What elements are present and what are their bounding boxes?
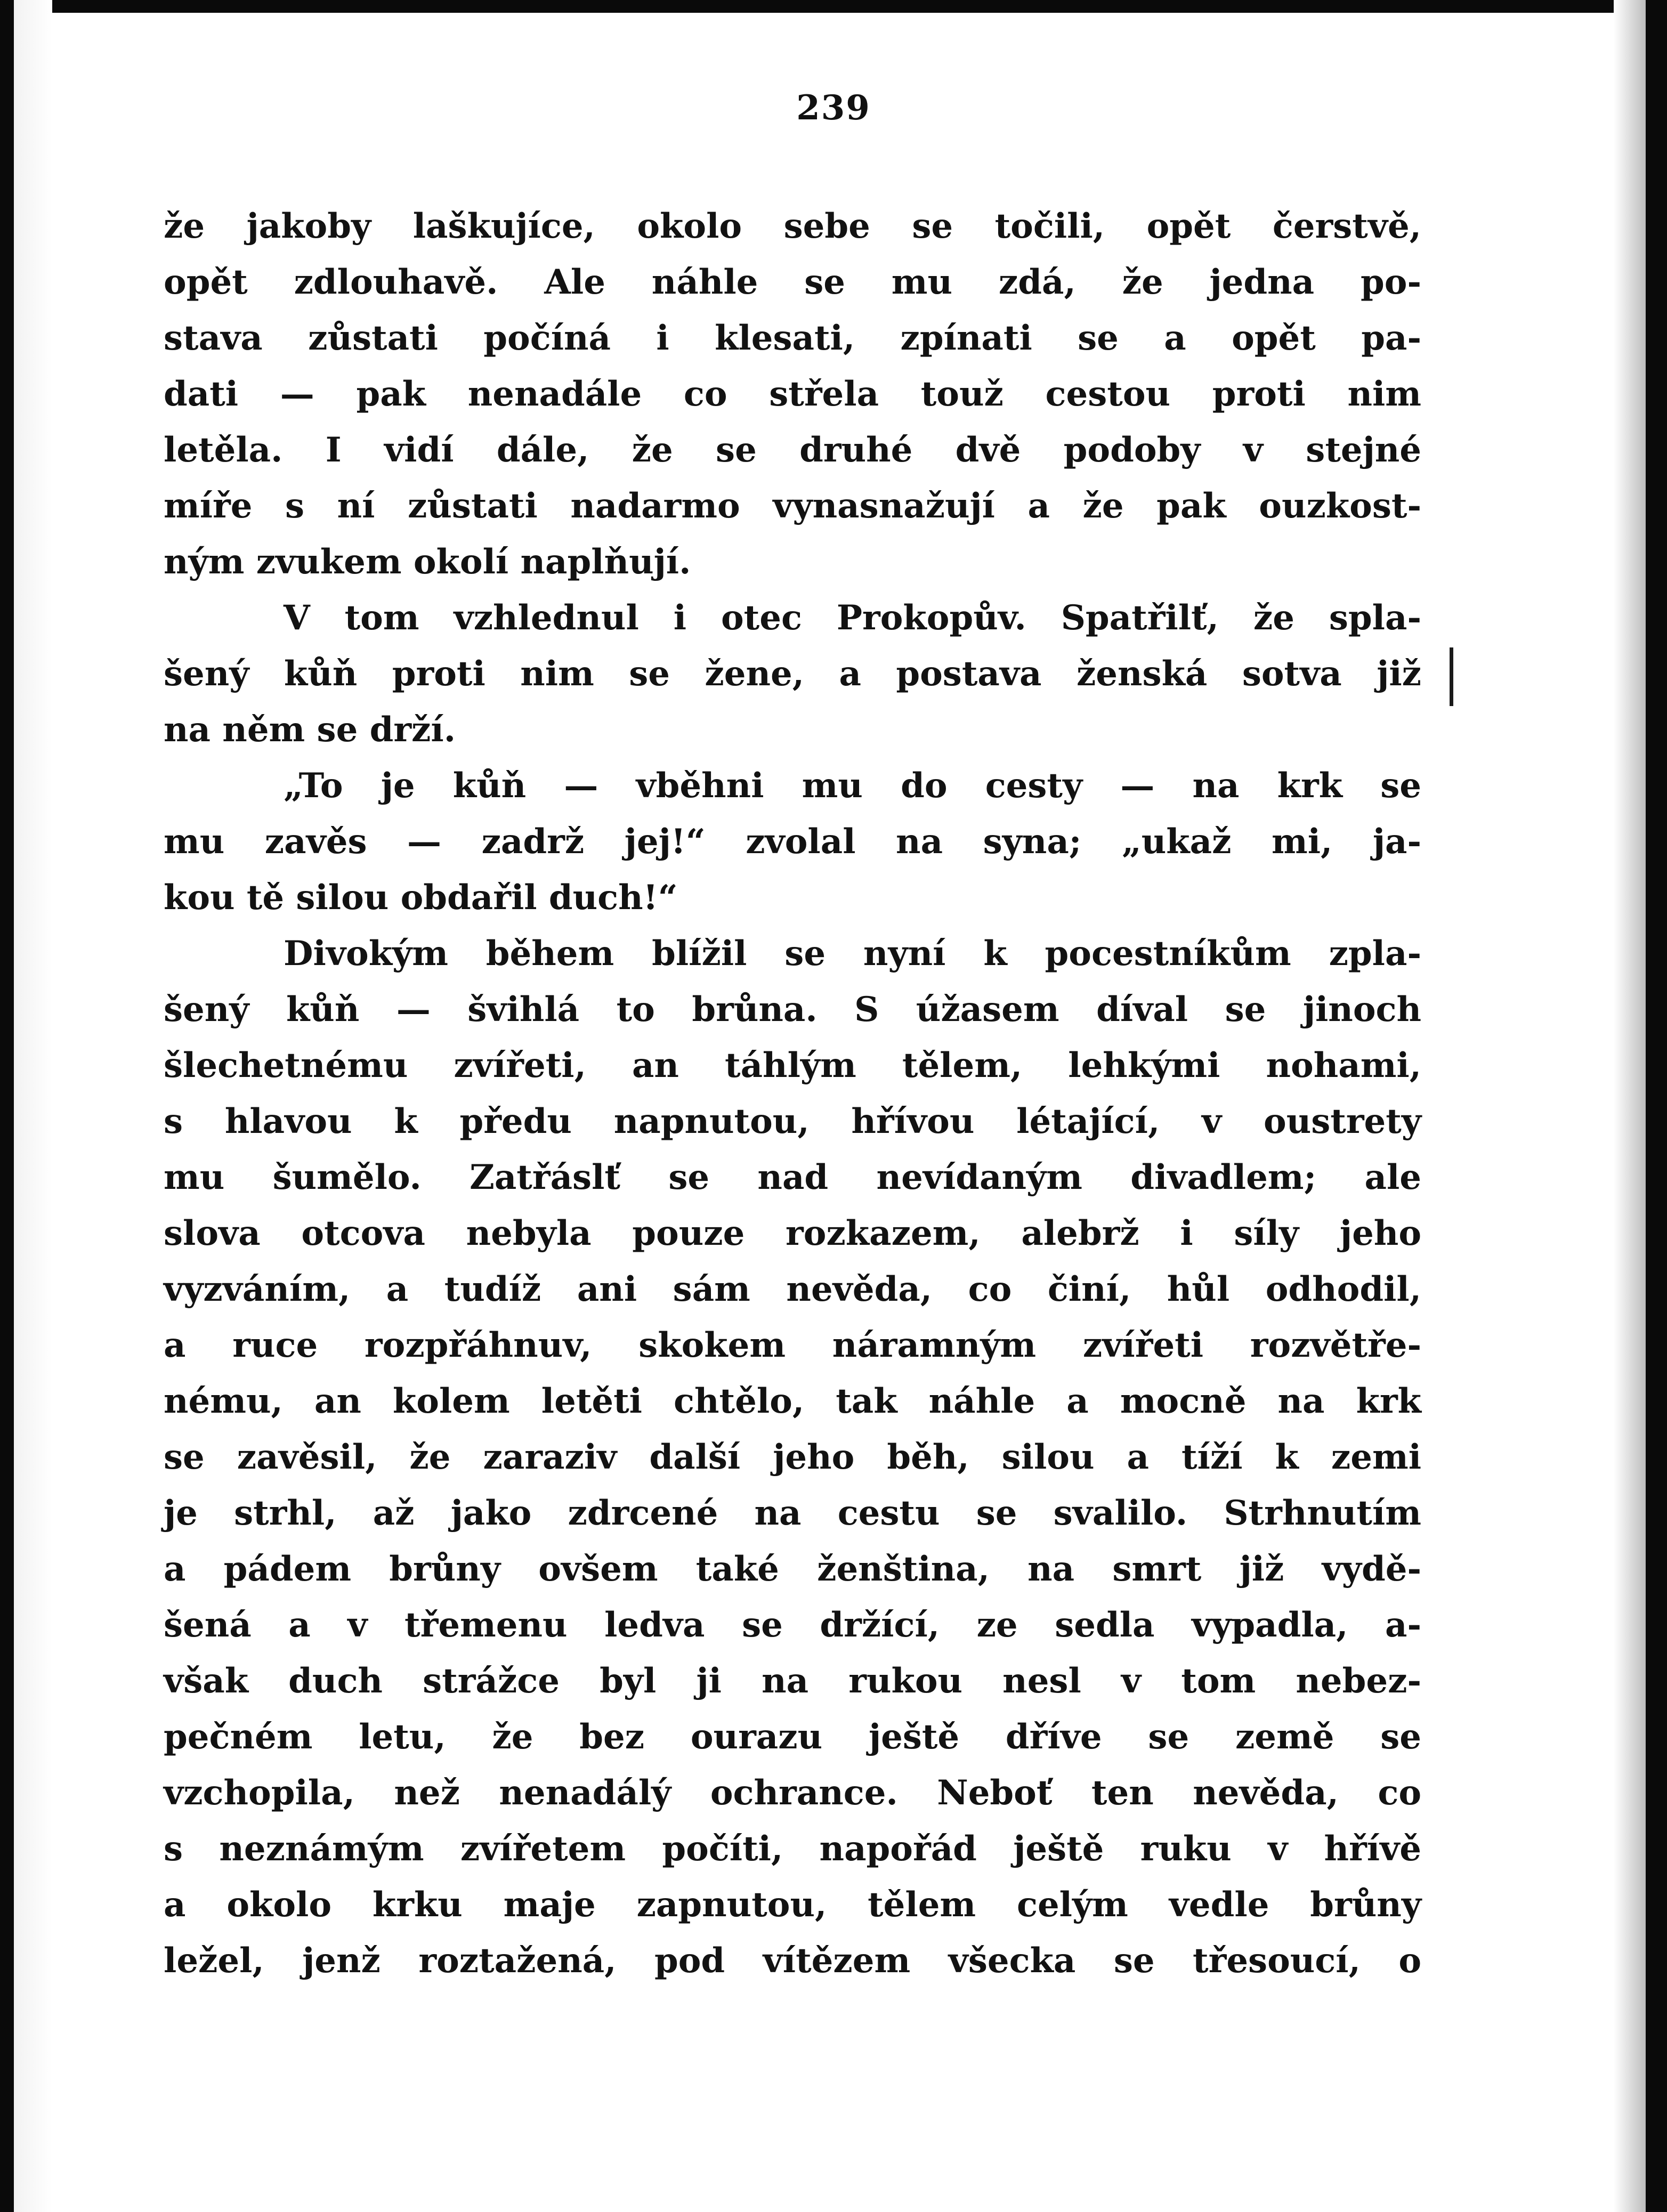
body-text [164,198,1421,1989]
text-line: šlechetnému zvířeti, an táhlým tělem, lehkými nohami, [164,1046,1421,1085]
scan-border-left [0,0,14,2212]
text-line: míře s ní zůstati nadarmo vynasnažují a že pak ouzkost- [164,486,1421,526]
scan-gutter-right [1614,0,1646,2212]
text-line: slova otcova nebyla pouze rozkazem, alebrž i síly jeho [164,1213,1421,1253]
margin-mark [1450,647,1453,706]
page-number: 239 [796,88,871,128]
text-line: V tom vzhlednul i otec Prokopův. Spatřilť, že spla- [284,598,1421,638]
text-line: že jakoby laškujíce, okolo sebe se točili, opět čerstvě, [164,206,1421,246]
text-line: letěla. I vidí dále, že se druhé dvě podoby v stejné [164,430,1421,470]
scan-border-top [0,0,1667,13]
text-line: a ruce rozpřáhnuv, skokem náramným zvířeti rozvětře- [164,1325,1421,1365]
scan-border-right [1646,0,1667,2212]
text-line: však duch strážce byl ji na rukou nesl v tom nebez- [164,1661,1421,1701]
text-line: opět zdlouhavě. Ale náhle se mu zdá, že jedna po- [164,262,1421,302]
text-line: šený kůň proti nim se žene, a postava ženská sotva již [164,654,1421,694]
text-line: mu zavěs — zadrž jej!“ zvolal na syna; „ukaž mi, ja- [164,822,1421,862]
text-line: kou tě silou obdařil duch!“ [164,878,678,918]
text-line: „To je kůň — vběhni mu do cesty — na krk se [284,766,1421,806]
text-line: s neznámým zvířetem počíti, napořád ještě ruku v hřívě [164,1829,1421,1869]
text-line: vzchopila, než nenadálý ochrance. Neboť ten nevěda, co [164,1773,1421,1813]
scan-gutter-left [14,0,52,2212]
text-line: stava zůstati počíná i klesati, zpínati se a opět pa- [164,318,1421,358]
text-line: pečném letu, že bez ourazu ještě dříve se země se [164,1717,1421,1757]
text-line: na něm se drží. [164,710,456,750]
text-line: ležel, jenž roztažená, pod vítězem všecka se třesoucí, o [164,1941,1421,1981]
text-line: se zavěsil, že zaraziv další jeho běh, silou a tíží k zemi [164,1437,1421,1477]
text-line: a pádem brůny ovšem také ženština, na smrt již vydě- [164,1549,1421,1589]
text-line: je strhl, až jako zdrcené na cestu se svalilo. Strhnutím [164,1493,1421,1533]
text-line: šená a v třemenu ledva se držící, ze sedla vypadla, a- [164,1605,1421,1645]
text-line: šený kůň — švihlá to brůna. S úžasem díval se jinoch [164,990,1421,1030]
text-line: mu šumělo. Zatřáslť se nad nevídaným divadlem; ale [164,1157,1421,1197]
text-line: dati — pak nenadále co střela touž cestou proti nim [164,374,1421,414]
text-line: a okolo krku maje zapnutou, tělem celým vedle brůny [164,1885,1421,1925]
text-line: Divokým během blížil se nyní k pocestníkům zpla- [284,934,1421,974]
text-line: ným zvukem okolí naplňují. [164,542,691,582]
text-line: vyzváním, a tudíž ani sám nevěda, co činí, hůl odhodil, [164,1269,1421,1309]
text-line: s hlavou k předu napnutou, hřívou létající, v oustrety [164,1101,1421,1141]
text-line: nému, an kolem letěti chtělo, tak náhle a mocně na krk [164,1381,1421,1421]
